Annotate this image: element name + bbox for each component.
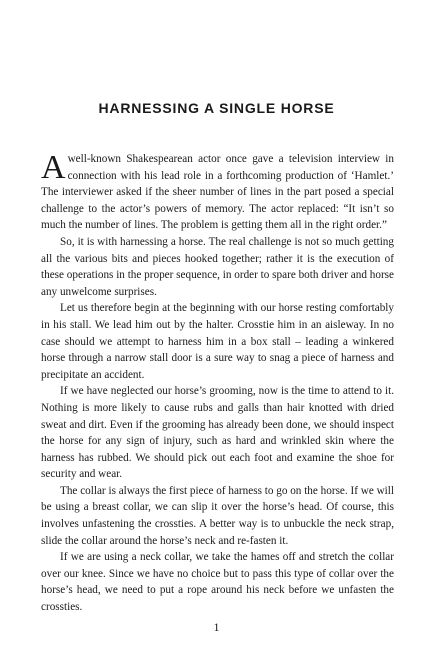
- body-text: [41, 151, 394, 616]
- paragraph-5: The collar is always the first piece of harness to go on the horse. If we will be using a breast collar, we can slip it over the horse’s head. Of course, this involves unfastening the crossties. A better way is to unbuckle the neck strap, slide the collar around the horse’s neck and re-fasten it.: [41, 484, 394, 547]
- paragraph-3: Let us therefore begin at the beginning with our horse resting comfortably in his stall. We lead him out by the halter. Crosstie him in an aisleway. In no case should we attempt to harness him in a box stall – leading a winkered horse through a narrow stall door is a sure way to snag a piece of harness and precipitate an accident.: [41, 302, 394, 381]
- paragraph-6: If we are using a neck collar, we take the hames off and stretch the collar over our knee. Since we have no choice but to pass this type of collar over the horse’s head, we need to put a rope around his neck before we unfasten the crossties.: [41, 551, 394, 614]
- paragraph-1-text: well-known Shakespearean actor once gave a television interview in connection with his lead role in a forthcoming production of ‘Hamlet.’ The interviewer asked if the sheer number of lines in the part posed a special challenge to the actor’s powers of memory. The actor replaced: “It isn’t so much the number of lines. The problem is getting them all in the right order.”: [41, 153, 394, 232]
- paragraph-4: If we have neglected our horse’s grooming, now is the time to attend to it. Nothing is more likely to cause rubs and galls than hair knotted with dried sweat and dirt. Even if the grooming has already been done, we should inspect the horse for any sign of injury, such as hard and wrinkled skin where the harness has rubbed. We should pick out each foot and examine the shoe for security and wear.: [41, 385, 394, 481]
- page-number: 1: [213, 620, 220, 634]
- drop-cap: A: [41, 149, 66, 186]
- chapter-title: HARNESSING A SINGLE HORSE: [98, 100, 335, 116]
- paragraph-1: [41, 151, 394, 234]
- paragraph-2: So, it is with harnessing a horse. The real challenge is not so much getting all the various bits and pieces hooked together; rather it is the execution of these operations in the proper sequence, in order to spare both driver and horse any unwelcome surprises.: [41, 235, 394, 298]
